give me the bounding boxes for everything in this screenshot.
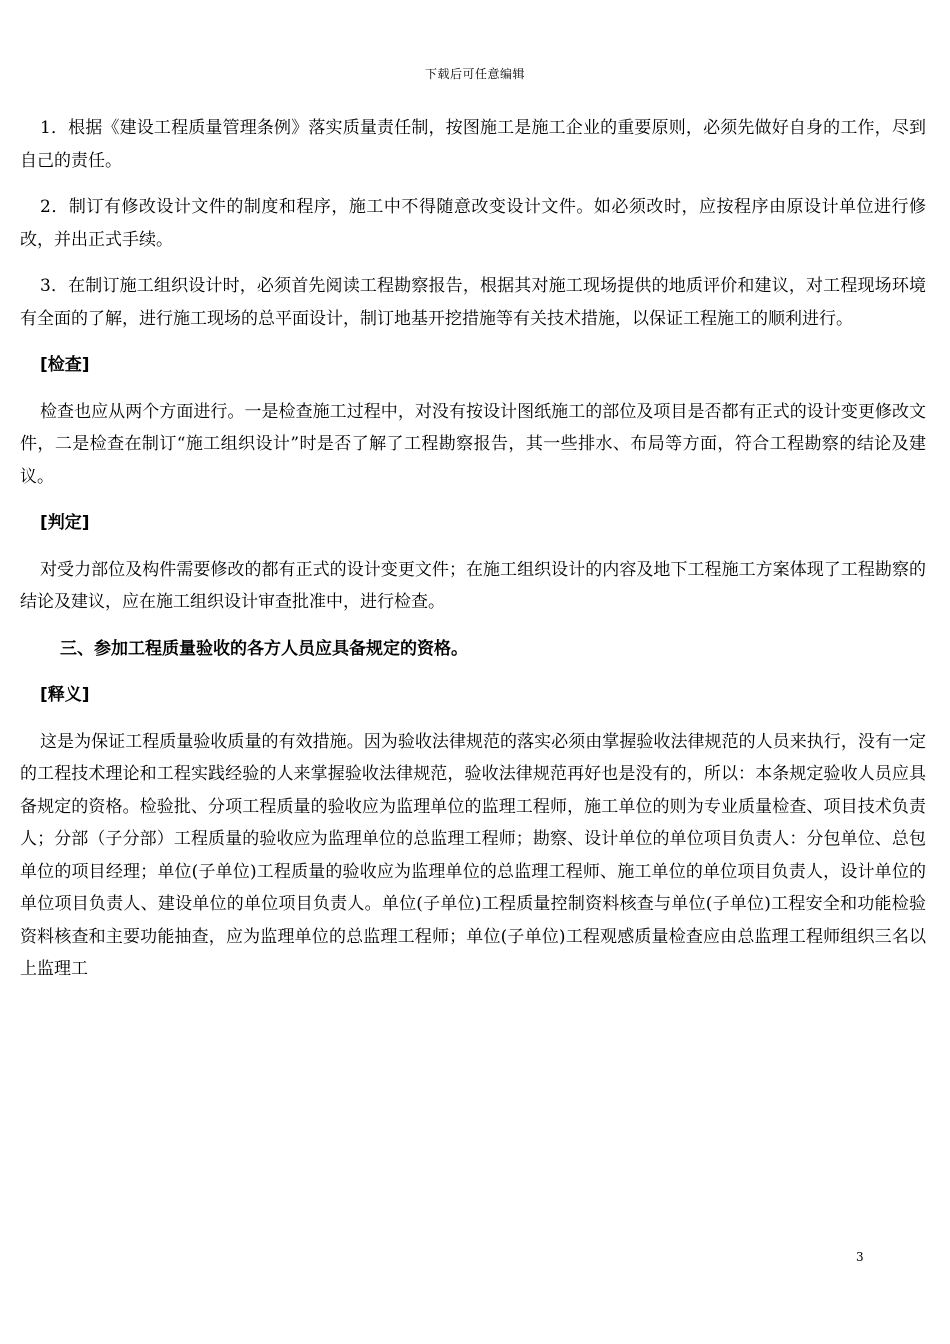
page-number: 3 [856, 1250, 864, 1264]
paragraph-check: 检查也应从两个方面进行。一是检查施工过程中，对没有按设计图纸施工的部位及项目是否都有正式的设计变更修改文件，二是检查在制订“施工组织设计”时是否了解了工程勘察报告，其一些排水、布局等方面，符合工程勘察的结论及建议。 [20, 401, 926, 487]
heading-judge: [判定] [40, 513, 90, 533]
document-body [20, 112, 926, 1000]
paragraph-item-1: 1．根据《建设工程质量管理条例》落实质量责任制，按图施工是施工企业的重要原则，必须先做好自身的工作，尽到自己的责任。 [20, 118, 926, 171]
page-header: 下载后可任意编辑 [424, 67, 525, 81]
paragraph-judge: 对受力部位及构件需要修改的都有正式的设计变更文件；在施工组织设计的内容及地下工程施工方案体现了工程勘察的结论及建议，应在施工组织设计审查批准中，进行检查。 [20, 559, 926, 612]
paragraph-item-3: 3．在制订施工组织设计时，必须首先阅读工程勘察报告，根据其对施工现场提供的地质评价和建议，对工程现场环境有全面的了解，进行施工现场的总平面设计，制订地基开挖措施等有关技术措施，以保证工程施工的顺利进行。 [20, 276, 926, 329]
paragraph-item-2: 2．制订有修改设计文件的制度和程序，施工中不得随意改变设计文件。如必须改时，应按程序由原设计单位进行修改，并出正式手续。 [20, 197, 926, 250]
section-title-three: 三、参加工程质量验收的各方人员应具备规定的资格。 [60, 638, 468, 659]
heading-check: [检查] [40, 355, 90, 375]
heading-explain: [释义] [40, 685, 90, 705]
paragraph-explain: 这是为保证工程质量验收质量的有效措施。因为验收法律规范的落实必须由掌握验收法律规范的人员来执行，没有一定的工程技术理论和工程实践经验的人来掌握验收法律规范，验收法律规范再好也是没有的，所以：本条规定验收人员应具备规定的资格。检验批、分项工程质量的验收应为监理单位的监理工程师，施工单位的则为专业质量检查、项目技术负责人；分部（子分部）工程质量的验收应为监理单位的总监理工程师；勘察、设计单位的单位项目负责人：分包单位、总包单位的项目经理；单位(子单位)工程质量的验收应为监理单位的总监理工程师、施工单位的单位项目负责人，设计单位的单位项目负责人、建设单位的单位项目负责人。单位(子单位)工程质量控制资料核查与单位(子单位)工程安全和功能检验资料核查和主要功能抽查，应为监理单位的总监理工程师；单位(子单位)工程观感质量检查应由总监理工程师组织三名以上监理工 [20, 731, 926, 979]
